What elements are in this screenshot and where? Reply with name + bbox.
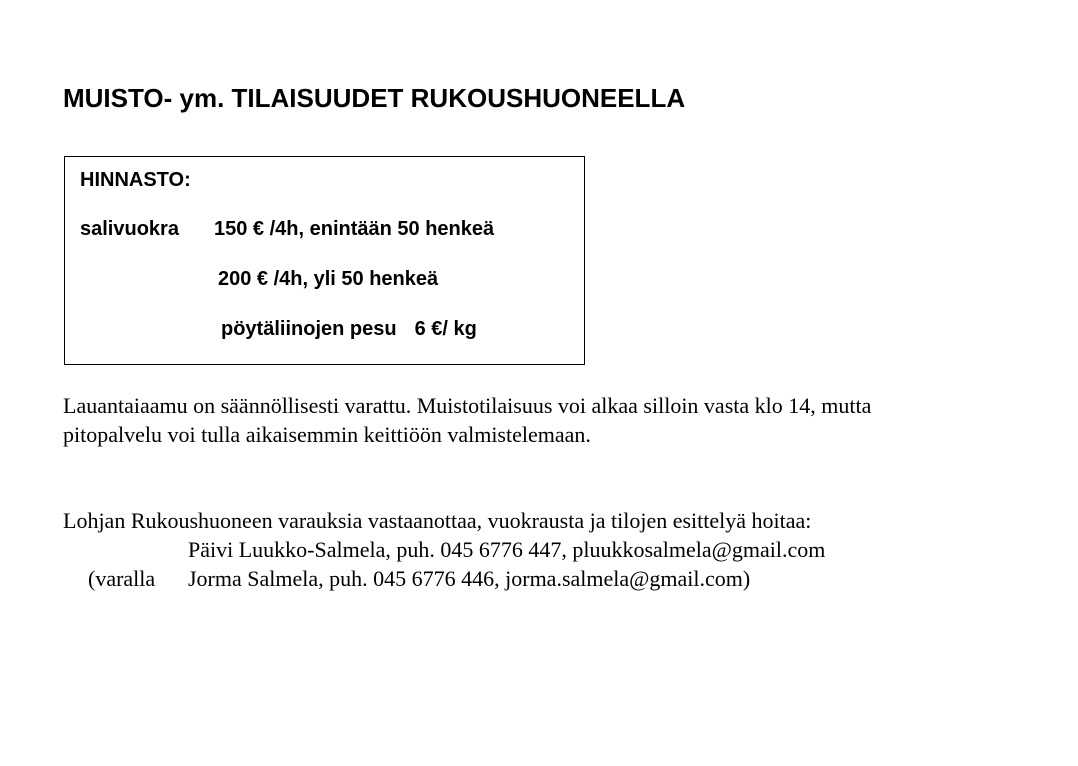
price-list-box [64, 156, 585, 365]
contact-backup-prefix: (varalla [88, 566, 156, 591]
price-row-hall-rent-label: salivuokra [80, 218, 179, 240]
price-list-heading: HINNASTO: [80, 169, 191, 191]
price-row-hall-rent-value: 150 € /4h, enintään 50 henkeä [214, 218, 495, 240]
price-row-tablecloth-wash-label: pöytäliinojen pesu [221, 318, 397, 340]
price-row-hall-rent [80, 217, 494, 241]
price-row-hall-rent-large: 200 € /4h, yli 50 henkeä [218, 268, 439, 290]
saturday-notice-line1: Lauantaiaamu on säännöllisesti varattu. Muistotilaisuus voi alkaa silloin vasta klo 14, mutta [63, 393, 872, 418]
price-row-tablecloth-wash [221, 317, 477, 341]
booking-contact-intro: Lohjan Rukoushuoneen varauksia vastaanottaa, vuokrausta ja tilojen esittelyä hoitaa: [63, 508, 812, 533]
saturday-notice-line2: pitopalvelu voi tulla aikaisemmin keittiöön valmistelemaan. [63, 422, 591, 447]
price-row-tablecloth-wash-value: 6 €/ kg [414, 318, 477, 340]
contact-primary: Päivi Luukko-Salmela, puh. 045 6776 447, pluukkosalmela@gmail.com [188, 537, 826, 562]
contact-backup: Jorma Salmela, puh. 045 6776 446, jorma.salmela@gmail.com) [188, 566, 751, 591]
page-title: MUISTO- ym. TILAISUUDET RUKOUSHUONEELLA [63, 83, 686, 113]
saturday-notice-paragraph [63, 391, 871, 449]
